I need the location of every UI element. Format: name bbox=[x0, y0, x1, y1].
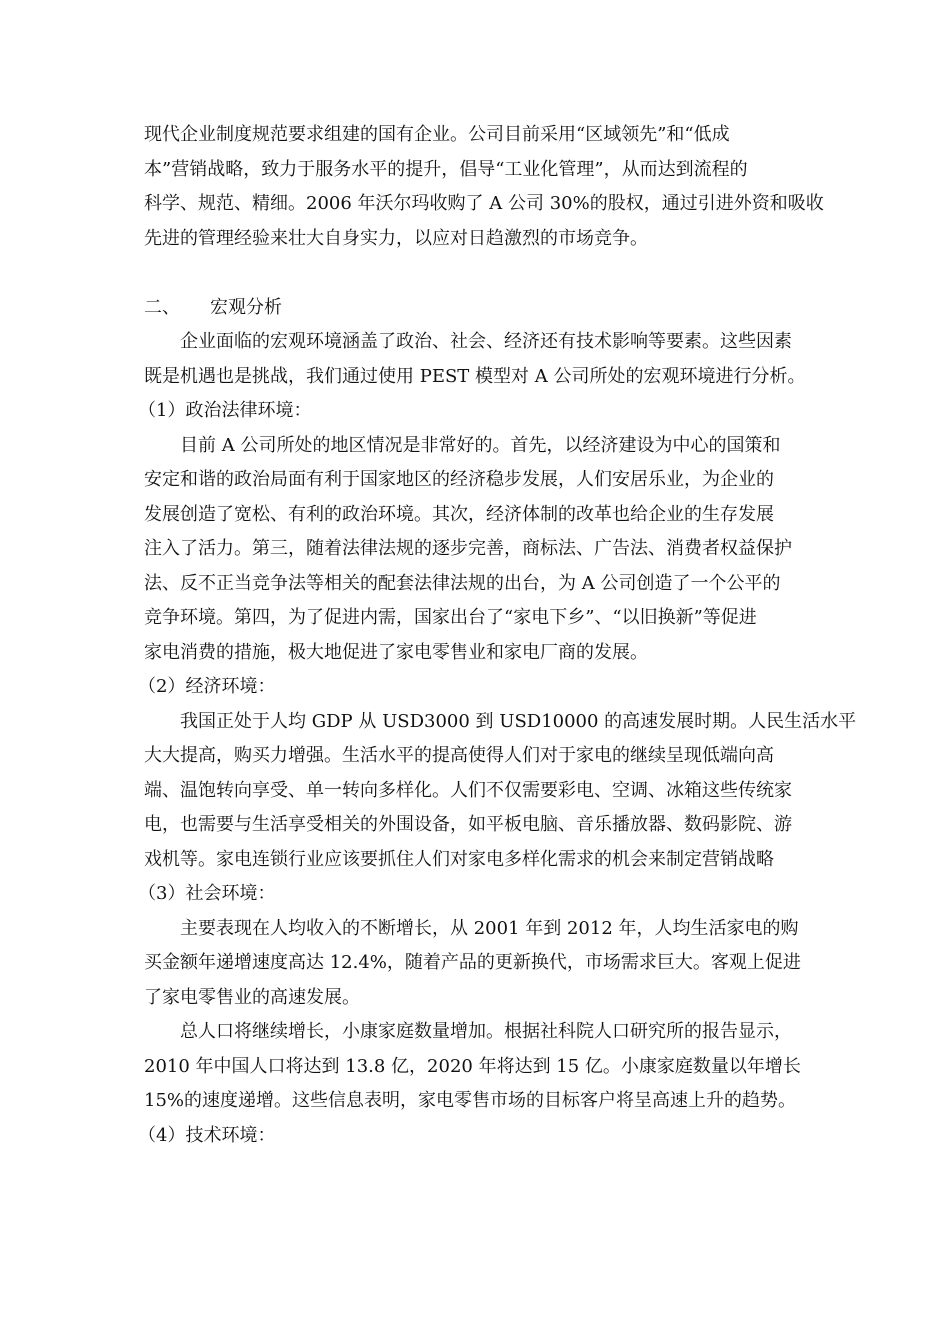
text-line: 15%的速度递增。这些信息表明，家电零售市场的目标客户将呈高速上升的趋势。 bbox=[144, 1090, 797, 1111]
text-line: 注入了活力。第三，随着法律法规的逐步完善，商标法、广告法、消费者权益保护 bbox=[144, 538, 792, 559]
spacer bbox=[144, 256, 814, 291]
text-line: 本”营销战略，致力于服务水平的提升，倡导“工业化管理”，从而达到流程的 bbox=[144, 158, 748, 180]
paragraph-social-income bbox=[144, 912, 814, 1016]
text-line: 2010 年中国人口将达到 13.8 亿，2020 年将达到 15 亿。小康家庭数量以年增长 bbox=[144, 1055, 801, 1077]
text-line: 主要表现在人均收入的不断增长，从 2001 年到 2012 年，人均生活家电的购 bbox=[180, 917, 799, 939]
text-line: 科学、规范、精细。2006 年沃尔玛收购了 A 公司 30%的股权，通过引进外资和吸收 bbox=[144, 193, 824, 214]
text-line: 企业面临的宏观环境涵盖了政治、社会、经济还有技术影响等要素。这些因素 bbox=[180, 331, 792, 352]
subheading-social: （3）社会环境： bbox=[138, 883, 276, 904]
subheading-political: （1）政治法律环境： bbox=[138, 400, 312, 421]
text-line: 发展创造了宽松、有利的政治环境。其次，经济体制的改革也给企业的生存发展 bbox=[144, 503, 774, 525]
paragraph-social-population bbox=[144, 1015, 814, 1119]
text-line: 既是机遇也是挑战，我们通过使用 PEST 模型对 A 公司所处的宏观环境进行分析。 bbox=[144, 365, 806, 387]
text-line: 法、反不正当竞争法等相关的配套法律法规的出台，为 A 公司创造了一个公平的 bbox=[144, 572, 781, 594]
paragraph-economic bbox=[144, 705, 857, 878]
text-line: 戏机等。家电连锁行业应该要抓住人们对家电多样化需求的机会来制定营销战略 bbox=[144, 848, 774, 870]
text-line: 大大提高，购买力增强。生活水平的提高使得人们对于家电的继续呈现低端向高 bbox=[144, 745, 774, 766]
section-number: 二、 bbox=[144, 296, 180, 318]
document-body bbox=[138, 118, 857, 1153]
paragraph-political bbox=[144, 429, 814, 671]
subheading-technology: （4）技术环境： bbox=[138, 1124, 276, 1146]
section-title: 宏观分析 bbox=[210, 296, 282, 318]
paragraph-company-intro bbox=[144, 118, 824, 256]
text-line: 电，也需要与生活享受相关的外围设备，如平板电脑、音乐播放器、数码影院、游 bbox=[144, 814, 792, 835]
text-line: 我国正处于人均 GDP 从 USD3000 到 USD10000 的高速发展时期。人民生活水平 bbox=[180, 710, 857, 732]
text-line: 目前 A 公司所处的地区情况是非常好的。首先，以经济建设为中心的国策和 bbox=[180, 434, 781, 456]
text-line: 家电消费的措施，极大地促进了家电零售业和家电厂商的发展。 bbox=[144, 641, 648, 663]
text-line: 先进的管理经验来壮大自身实力，以应对日趋激烈的市场竞争。 bbox=[144, 227, 648, 249]
subheading-economic: （2）经济环境： bbox=[138, 676, 276, 697]
text-line: 现代企业制度规范要求组建的国有企业。公司目前采用“区域领先”和“低成 bbox=[144, 124, 730, 145]
text-line: 了家电零售业的高速发展。 bbox=[144, 986, 360, 1008]
text-line: 竞争环境。第四，为了促进内需，国家出台了“家电下乡”、“以旧换新”等促进 bbox=[144, 607, 757, 628]
text-line: 总人口将继续增长，小康家庭数量增加。根据社科院人口研究所的报告显示， bbox=[180, 1021, 792, 1042]
paragraph-macro-intro bbox=[144, 325, 814, 394]
text-line: 端、温饱转向享受、单一转向多样化。人们不仅需要彩电、空调、冰箱这些传统家 bbox=[144, 779, 792, 801]
text-line: 买金额年递增速度高达 12.4%，随着产品的更新换代，市场需求巨大。客观上促进 bbox=[144, 952, 801, 973]
section-heading bbox=[144, 291, 814, 326]
text-line: 安定和谐的政治局面有利于国家地区的经济稳步发展，人们安居乐业，为企业的 bbox=[144, 469, 774, 490]
